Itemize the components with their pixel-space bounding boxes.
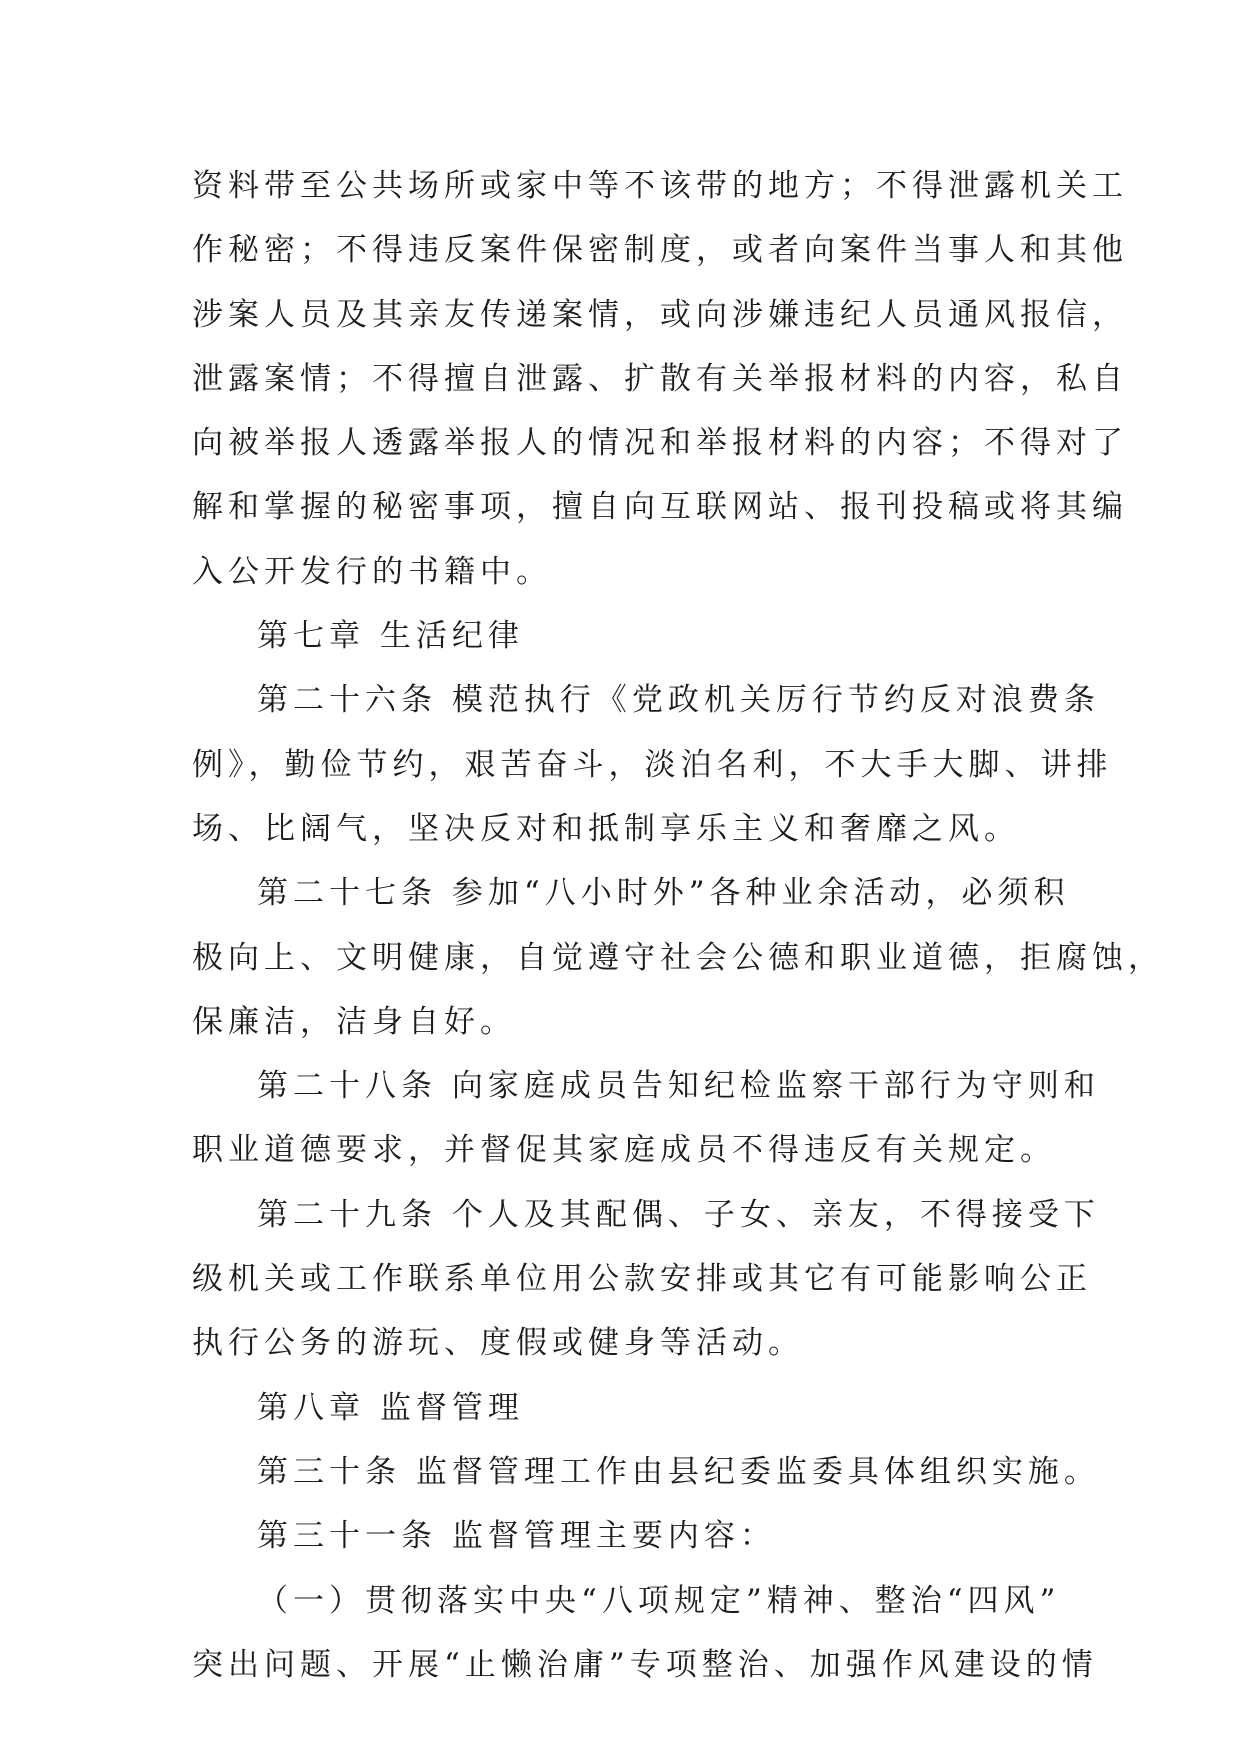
text-line: 向被举报人透露举报人的情况和举报材料的内容；不得对了 [192, 425, 1128, 462]
text-line: 泄露案情；不得擅自泄露、扩散有关举报材料的内容，私自 [192, 360, 1128, 397]
text-line: 场、比阔气，坚决反对和抵制享乐主义和奢靡之风。 [192, 810, 1020, 847]
text-line: 极向上、文明健康，自觉遵守社会公德和职业道德，拒腐蚀， [192, 939, 1164, 976]
text-line: 涉案人员及其亲友传递案情，或向涉嫌违纪人员通风报信， [192, 296, 1128, 333]
article-start-line: 第二十九条 个人及其配偶、子女、亲友，不得接受下 [257, 1196, 1100, 1233]
text-line: 职业道德要求，并督促其家庭成员不得违反有关规定。 [192, 1132, 1056, 1169]
chapter-heading: 第七章 生活纪律 [257, 618, 524, 655]
text-line: 解和掌握的秘密事项，擅自向互联网站、报刊投稿或将其编 [192, 489, 1128, 526]
document-body [192, 154, 1164, 1697]
text-line: 突出问题、开展“止懒治庸”专项整治、加强作风建设的情 [192, 1646, 1098, 1683]
text-line: 例》，勤俭节约，艰苦奋斗，淡泊名利，不大手大脚、讲排 [192, 746, 1113, 783]
list-item-start-line: （一）贯彻落实中央“八项规定”精神、整治“四风” [257, 1582, 1061, 1619]
text-line: 级机关或工作联系单位用公款安排或其它有可能影响公正 [192, 1261, 1092, 1298]
text-line: 作秘密；不得违反案件保密制度，或者向案件当事人和其他 [192, 232, 1128, 269]
article-start-line: 第三十条 监督管理工作由县纪委监委具体组织实施。 [257, 1453, 1100, 1490]
text-line: 入公开发行的书籍中。 [192, 553, 552, 590]
article-start-line: 第二十六条 模范执行《党政机关厉行节约反对浪费条 [257, 682, 1100, 719]
article-start-line: 第三十一条 监督管理主要内容： [257, 1518, 776, 1555]
text-line: 保廉洁，洁身自好。 [192, 1003, 516, 1040]
article-start-line: 第二十八条 向家庭成员告知纪检监察干部行为守则和 [257, 1068, 1100, 1105]
text-line: 执行公务的游玩、度假或健身等活动。 [192, 1325, 804, 1362]
text-line: 资料带至公共场所或家中等不该带的地方；不得泄露机关工 [192, 168, 1128, 204]
article-start-line: 第二十七条 参加“八小时外”各种业余活动，必须积 [257, 875, 1070, 912]
chapter-heading: 第八章 监督管理 [257, 1389, 524, 1426]
